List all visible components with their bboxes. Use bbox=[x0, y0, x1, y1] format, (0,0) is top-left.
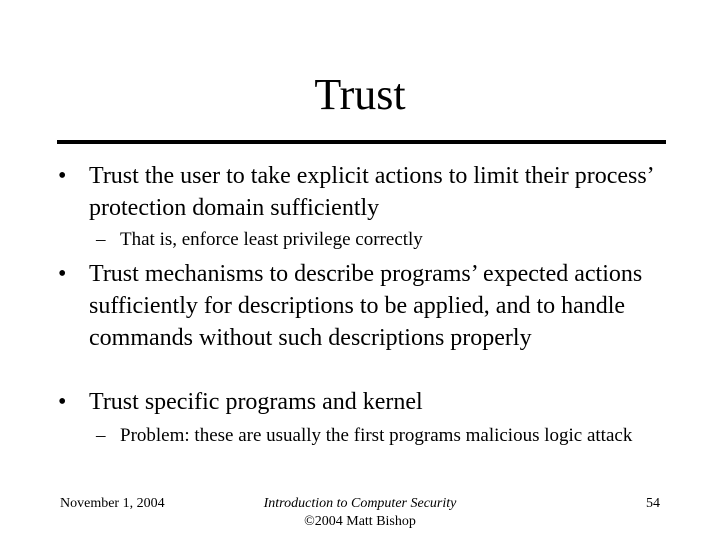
bullet-text: Trust the user to take explicit actions to limit their process’ protection domain sufficiently bbox=[89, 163, 653, 221]
footer-course-title: Introduction to Computer Security bbox=[263, 496, 457, 511]
bullet-marker: • bbox=[58, 389, 67, 415]
bullet-marker: • bbox=[58, 261, 67, 287]
footer-center bbox=[200, 495, 520, 531]
footer-copyright: ©2004 Matt Bishop bbox=[304, 514, 416, 529]
sub-bullet-item bbox=[96, 423, 676, 449]
footer-date: November 1, 2004 bbox=[60, 496, 165, 511]
sub-bullet-text: That is, enforce least privilege correctly bbox=[120, 229, 423, 250]
bullet-text: Trust mechanisms to describe programs’ expected actions sufficiently for descriptions to be applied, and to handle commands without such descriptions properly bbox=[89, 261, 643, 351]
bullet-text: Trust specific programs and kernel bbox=[89, 389, 423, 415]
bullet-marker: • bbox=[58, 163, 67, 189]
sub-bullet-marker: – bbox=[96, 229, 106, 250]
sub-bullet-text: Problem: these are usually the first programs malicious logic attack bbox=[120, 425, 633, 446]
bullet-item bbox=[58, 386, 668, 418]
title-divider bbox=[57, 140, 666, 144]
bullet-item bbox=[58, 258, 668, 354]
slide-title: Trust bbox=[314, 70, 406, 119]
bullet-item bbox=[58, 160, 668, 224]
sub-bullet-marker: – bbox=[96, 425, 106, 446]
sub-bullet-item bbox=[96, 227, 676, 253]
footer-page-number: 54 bbox=[646, 496, 660, 511]
